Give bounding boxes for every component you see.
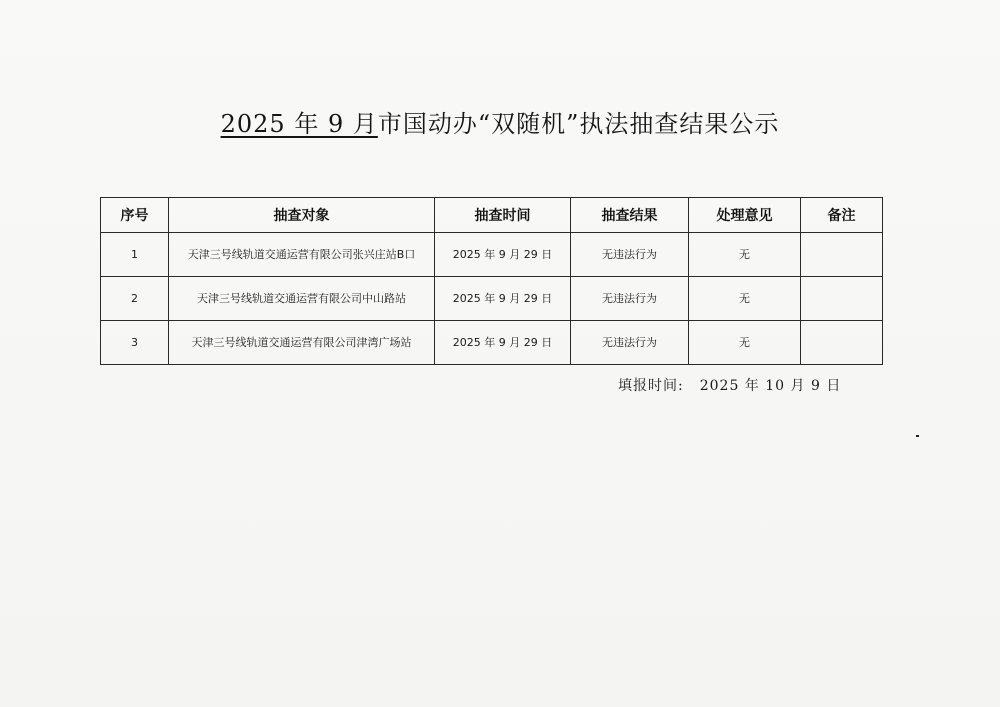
table-row xyxy=(101,321,883,365)
cell-opinion: 无 xyxy=(689,277,801,321)
header-date: 抽查时间 xyxy=(435,198,571,233)
header-opinion: 处理意见 xyxy=(689,198,801,233)
cell-target: 天津三号线轨道交通运营有限公司津湾广场站 xyxy=(169,321,435,365)
filled-time-value: 2025 年 10 月 9 日 xyxy=(699,378,842,394)
header-seq: 序号 xyxy=(101,198,169,233)
table-row xyxy=(101,277,883,321)
cell-remark xyxy=(801,277,883,321)
inspection-results-table xyxy=(100,197,883,365)
cell-result: 无违法行为 xyxy=(571,321,689,365)
cell-date: 2025 年 9 月 29 日 xyxy=(435,321,571,365)
cell-result: 无违法行为 xyxy=(571,233,689,277)
header-remark: 备注 xyxy=(801,198,883,233)
filled-time xyxy=(618,375,841,395)
cell-date: 2025 年 9 月 29 日 xyxy=(435,233,571,277)
cell-remark xyxy=(801,321,883,365)
cell-opinion: 无 xyxy=(689,233,801,277)
scan-speck xyxy=(916,435,919,437)
cell-seq: 2 xyxy=(101,277,169,321)
title-date: 2025 年 9 月 xyxy=(220,110,378,138)
cell-opinion: 无 xyxy=(689,321,801,365)
page-title xyxy=(0,104,1000,139)
table-header-row xyxy=(101,198,883,233)
title-text: 市国动办“双随机”执法抽查结果公示 xyxy=(377,110,780,138)
cell-target: 天津三号线轨道交通运营有限公司张兴庄站B口 xyxy=(169,233,435,277)
table-row xyxy=(101,233,883,277)
cell-seq: 1 xyxy=(101,233,169,277)
cell-remark xyxy=(801,233,883,277)
cell-date: 2025 年 9 月 29 日 xyxy=(435,277,571,321)
header-target: 抽查对象 xyxy=(169,198,435,233)
cell-target: 天津三号线轨道交通运营有限公司中山路站 xyxy=(169,277,435,321)
cell-result: 无违法行为 xyxy=(571,277,689,321)
header-result: 抽查结果 xyxy=(571,198,689,233)
filled-time-label: 填报时间: xyxy=(618,378,684,394)
cell-seq: 3 xyxy=(101,321,169,365)
